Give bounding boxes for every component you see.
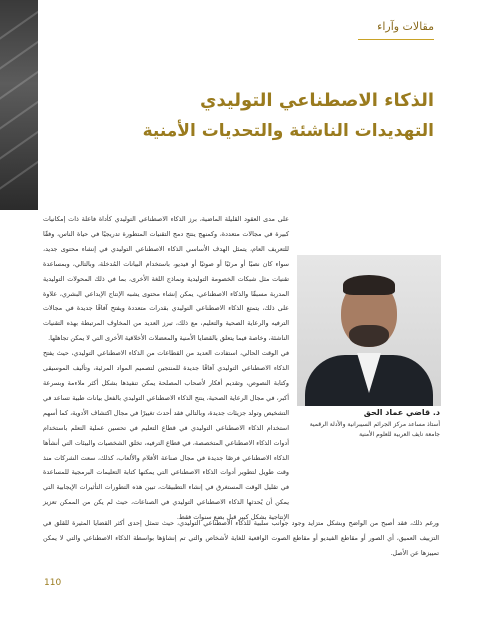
article-body-full-width xyxy=(43,516,439,561)
article-subtitle: التهديدات الناشئة والتحديات الأمنية xyxy=(142,121,434,141)
author-affiliation: جامعة نايف العربية للعلوم الأمنية xyxy=(359,431,440,438)
paragraph-2: في الوقت الحالي، استفادت العديد من القطاعات من الذكاء الاصطناعي التوليدي، حيث يفتح الذكاء الاصطناعي التوليدي آفاقًا جديدة للمنتجين لتصميم المواد المرئية، وتأليف الموسيقى وكتابة النصوص، وتقديم أفكار لأصحاب المصلحة يمكن تنفيذها بشكل أكثر ملاءمة وبسرعة أكبر، في مجال الرعاية الصحية، ينتج الذكاء الاصطناعي التوليدي بالفعل بيانات طبية تساعد في التشخيص وتولد جزيئات جديدة، وبالتالي فقد أحدث تغييرًا في مجال اكتشاف الأدوية، كما أسهم استخدام الذكاء الاصطناعي التوليدي في قطاع التعليم في تحسين عملية التعلم باستخدام أدوات الذكاء الاصطناعي المتخصصة، في قطاع الترفيه، تخلق الشخصيات والبيئات التي أنشأها الذكاء الاصطناعي فرصًا جديدة في مجال صناعة الأفلام والألعاب، كذلك، سعت الشركات منذ وقت طويل لتطوير أدوات الذكاء الاصطناعي التي يمكنها كتابة التعليمات البرمجية للمساعدة في تقليل الوقت المستغرق في إنشاء التطبيقات، تبين هذه التطورات التأثيرات الإيجابية التي يمكن أن يُحدثها الذكاء الاصطناعي التوليدي في الصناعات، حيث لم يكن من الممكن تعزيز الإنتاجية بشكل كبير قبل بضع سنوات فقط. xyxy=(43,349,289,522)
author-name: د. قاضي عماد الحق xyxy=(363,408,440,417)
article-title: الذكاء الاصطناعي التوليدي xyxy=(200,90,434,111)
author-role xyxy=(290,420,440,440)
corner-decoration xyxy=(0,0,38,210)
section-label: مقالات وآراء xyxy=(377,20,434,33)
author-photo xyxy=(297,255,441,406)
section-divider xyxy=(358,39,434,40)
article-body-column xyxy=(43,212,289,525)
page-number: 110 xyxy=(44,578,62,588)
paragraph-1: على مدى العقود القليلة الماضية، برز الذكاء الاصطناعي التوليدي كأداة فاعلة ذات إمكانيات كبيرة في مجالات متعددة، وكمنهج ينتج دمج التقنيات المتطورة تدريجيًا في حياة الناس، وفقًا للتعريف العام، يتمثل الهدف الأساسي الذكاء الاصطناعي التوليدي في إنشاء محتوى جديد، سواء كان نصيًا أو مرئيًا أو صوتيًا أو فيديو، باستخدام البيانات المُدخلة، وبالتالي، وبمساعدة تقنيات مثل شبكات الخصومة التوليدية ونماذج اللغة الأخرى، بما في ذلك المحولات التوليدية المدربة مسبقًا والذكاء الاصطناعي، يمكن إنشاء محتوى يشبه الإنتاج الإبداعي البشري، علاوة على ذلك، يتمتع الذكاء الاصطناعي التوليدي بقدرات متعددة ويفتح آفاقًا جديدة في مجالات الترفيه والرعاية الصحية والتعليم، مع ذلك، تبرز العديد من المخاوف المرتبطة بهذه التقنيات الناشئة، وخاصة فيما يتعلق بالقضايا الأمنية والمعضلات الأخلاقية الأخرى التي لا يمكن تجاهلها. xyxy=(43,215,289,343)
author-role-line: أستاذ مساعد مركز الجرائم السيبرانية والأدلة الرقمية xyxy=(309,421,440,428)
paragraph-3: ورغم ذلك، فقد أصبح من الواضح وبشكل متزايد وجود جوانب سلبية للذكاء الاصطناعي التوليدي، حيث تتمثل إحدى أكثر القضايا المثيرة للقلق في التزييف العميق، أي الصور أو مقاطع الفيديو أو مقاطع الصوت الواقعية للغاية لأشخاص والتي تم إنشاؤها بواسطة الذكاء الاصطناعي والتي لا يمكن تمييزها عن الأصل. xyxy=(43,519,439,557)
